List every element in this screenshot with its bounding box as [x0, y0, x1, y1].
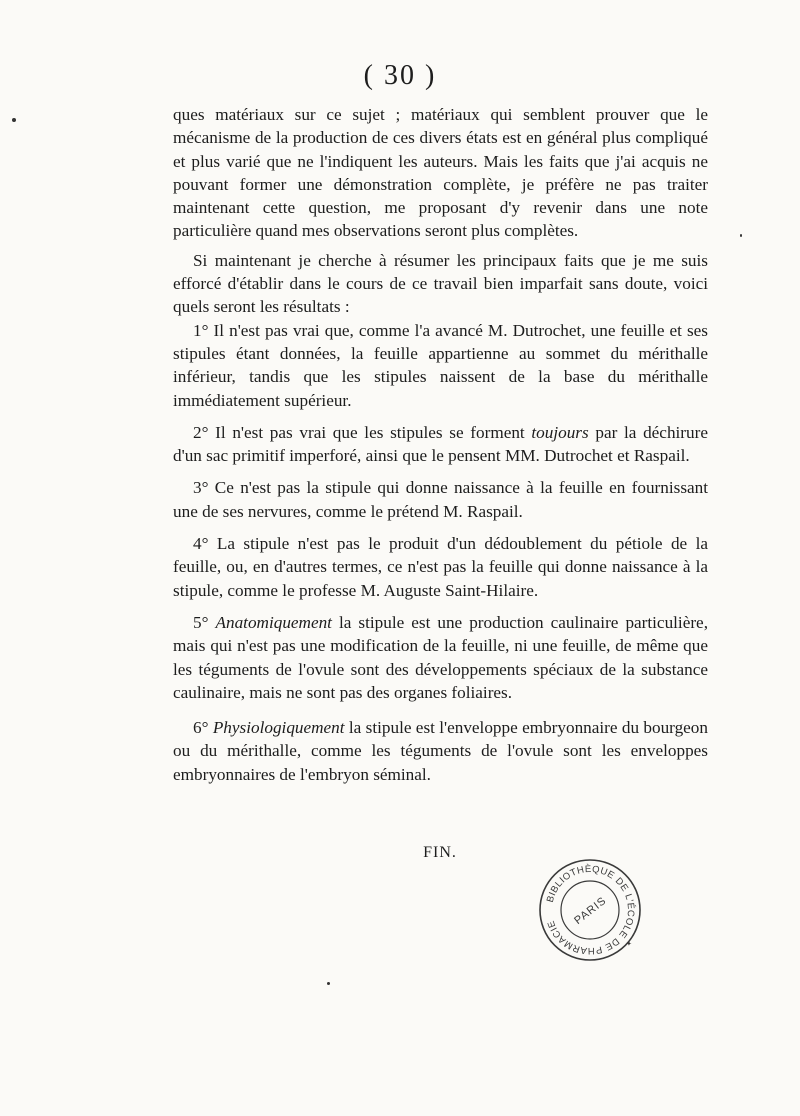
text-run: 2° Il n'est pas vrai que les stipules se forment: [193, 422, 532, 442]
text-run: 4° La stipule n'est pas le produit d'un dédoublement du pétiole de la feuille, ou, en d'autres termes, ce n'est pas la feuille qui donne naissance à la stipule, comme le professe M. Auguste Saint-Hilaire.: [173, 534, 708, 600]
italic-term: toujours: [531, 422, 589, 442]
text-run: 3° Ce n'est pas la stipule qui donne naissance à la feuille en fournissant une de ses nervures, comme le prétend M. Raspail.: [173, 478, 708, 521]
text-run: Si maintenant je cherche à résumer les principaux faits que je me suis efforcé d'établir dans le cours de ce travail bien imparfait sans doute, voici quels seront les résultats :: [173, 250, 708, 317]
paragraph-result-5: [173, 611, 708, 704]
paragraph-summary-intro: [173, 249, 708, 319]
text-run: par la déchirure d'un sac primitif imperforé, ainsi que le pensent MM. Dutrochet et Raspail.: [173, 422, 708, 466]
paragraph-continuation: [173, 103, 708, 243]
paragraph-result-2: [173, 421, 708, 468]
end-mark: FIN.: [423, 844, 457, 861]
text-run: la stipule est une production caulinaire particulière, mais qui n'est pas une modification de la feuille, ni une feuille, de même que les téguments de l'ovule sont des développements spéciaux de la substance caulinaire, mais ne sont pas des organes foliaires.: [173, 612, 708, 702]
italic-term: Physiologiquement: [212, 718, 345, 738]
paragraph-result-6: [173, 716, 708, 786]
library-stamp: [536, 856, 644, 964]
paper-speck: [12, 118, 16, 122]
stamp-center-text: PARIS: [572, 894, 609, 927]
stamp-ring-text: BIBLIOTHÈQUE DE L'ÉCOLE DE PHARMACIE: [544, 863, 637, 957]
text-run: 6°: [193, 718, 213, 738]
body-text: [173, 103, 708, 786]
page-number: ( 30 ): [363, 60, 437, 91]
text-run: ques matériaux sur ce sujet ; matériaux qui semblent prouver que le mécanisme de la production de ces divers états est en général plus compliqué et plus varié que ne l'indiquent les auteurs. Mais les faits que j'ai acquis ne pouvant former une démonstration complète, je préfère ne pas traiter maintenant cette question, me proposant d'y revenir dans une note particulière quand mes observations seront plus complètes.: [173, 105, 708, 241]
paragraph-result-1: [173, 319, 708, 412]
stamp-star-icon: ✦: [626, 940, 632, 948]
paragraph-result-3: [173, 476, 708, 523]
text-run: 5°: [193, 612, 216, 632]
text-run: la stipule est l'enveloppe embryonnaire du bourgeon ou du mérithalle, comme les téguments de l'ovule sont les enveloppes embryonnaires de l'embryon séminal.: [173, 718, 708, 784]
paper-speck: [740, 234, 742, 237]
paper-speck: [327, 982, 330, 985]
italic-term: Anatomiquement: [215, 612, 332, 632]
paragraph-result-4: [173, 532, 708, 602]
text-run: 1° Il n'est pas vrai que, comme l'a avancé M. Dutrochet, une feuille et ses stipules étant données, la feuille appartienne au sommet du mérithalle inférieur, tandis que les stipules naissent de la base du mérithalle immédiatement supérieur.: [173, 320, 708, 410]
